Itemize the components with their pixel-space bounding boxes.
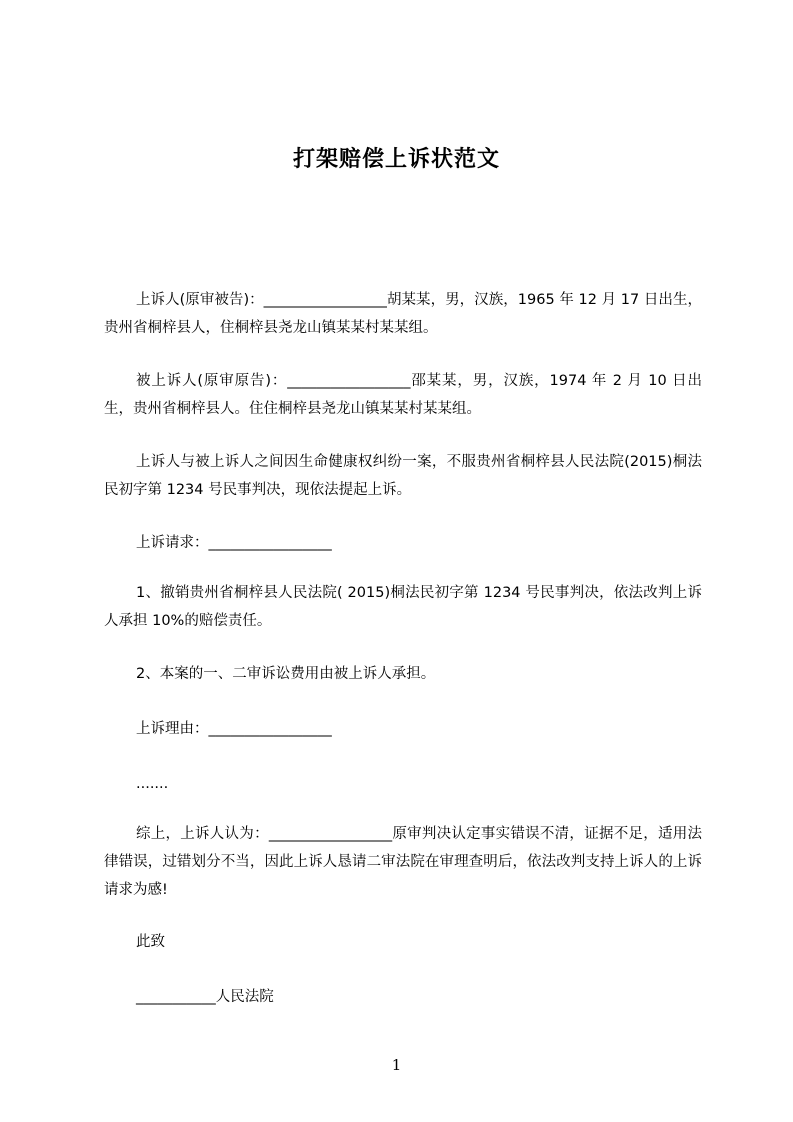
reasons-ellipsis (104, 770, 702, 798)
page-number: 1 (391, 1056, 402, 1074)
document-title: 打架赔偿上诉状范文 (292, 147, 500, 172)
appellant-text: 上诉人(原审被告)：_________________胡某某，男，汉族，1965 年 12 月 17 日出生，贵州省桐梓县人，住桐梓县尧龙山镇某某村某某组。 (104, 292, 702, 336)
court-line (104, 983, 702, 1011)
salutation (104, 928, 702, 956)
ellipsis-text: ....... (136, 776, 169, 792)
request-1-text: 1、撤销贵州省桐梓县人民法院( 2015)桐法民初字第 1234 号民事判决，依法改判上诉人承担 10%的赔偿责任。 (104, 585, 702, 629)
request-item-1 (104, 579, 702, 635)
request-item-2 (104, 660, 702, 688)
appellant-info (104, 286, 702, 342)
case-statement (104, 448, 702, 504)
salutation-text: 此致 (136, 934, 165, 950)
requests-heading (104, 529, 702, 557)
requests-heading-text: 上诉请求：_________________ (136, 535, 332, 551)
case-text: 上诉人与被上诉人之间因生命健康权纠纷一案，不服贵州省桐梓县人民法院(2015)桐法民初字第 1234 号民事判决，现依法提起上诉。 (104, 454, 702, 498)
reasons-heading (104, 715, 702, 743)
conclusion-text: 综上，上诉人认为：_________________原审判决认定事实错误不清，证据不足，适用法律错误，过错划分不当，因此上诉人恳请二审法院在审理查明后，依法改判支持上诉人的上诉请求为感! (104, 826, 702, 898)
appellee-text: 被上诉人(原审原告)：_________________邵某某，男，汉族，1974 年 2 月 10 日出生，贵州省桐梓县人。住住桐梓县尧龙山镇某某村某某组。 (104, 373, 702, 417)
reasons-heading-text: 上诉理由：_________________ (136, 721, 332, 737)
court-text: ___________人民法院 (136, 989, 274, 1005)
request-2-text: 2、本案的一、二审诉讼费用由被上诉人承担。 (136, 666, 436, 682)
conclusion (104, 820, 702, 904)
appellee-info (104, 367, 702, 423)
